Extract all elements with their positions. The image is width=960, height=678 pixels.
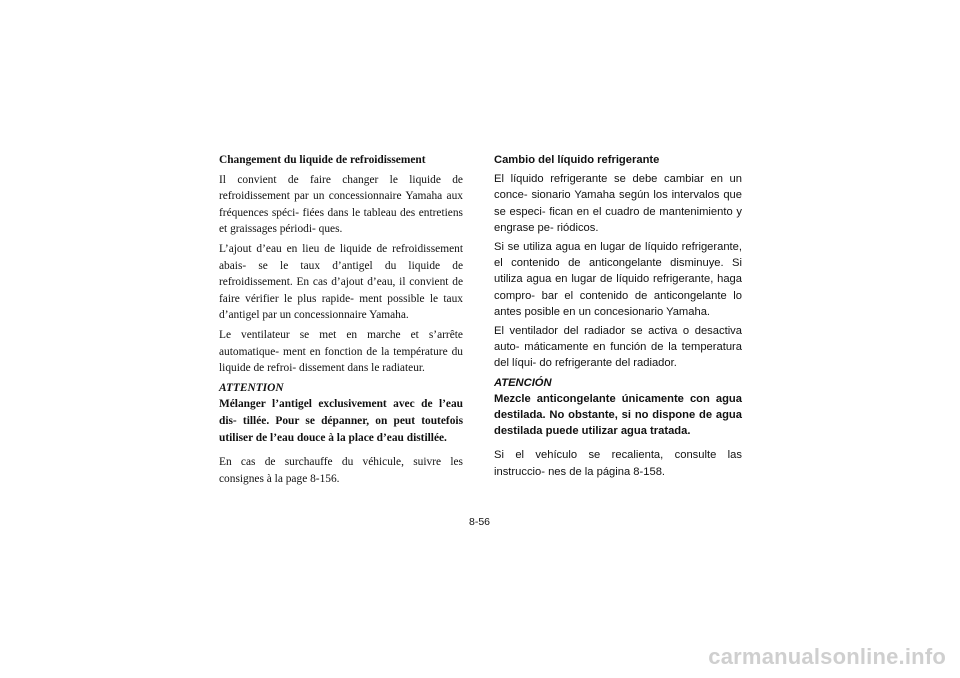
french-attention-title: ATTENTION xyxy=(219,381,284,394)
french-column xyxy=(219,152,463,490)
french-attention-body: Mélanger l’antigel exclusivement avec de l’eau dis- tillée. Pour se dépanner, on peut toutefois utiliser de l’eau douce à la place d’eau distillée. xyxy=(219,398,463,444)
spanish-column xyxy=(494,152,742,483)
spanish-attention-body: Mezcle anticongelante únicamente con agua destilada. No obstante, si no dispone de agua destilada puede utilizar agua tratada. xyxy=(494,392,742,438)
french-paragraph-3: Le ventilateur se met en marche et s’arrête automatique- ment en fonction de la température du liquide de refroi- dissement dans le radiateur. xyxy=(219,328,463,375)
spanish-paragraph-3: El ventilador del radiador se activa o desactiva auto- máticamente en función de la temperatura del líqui- do refrigerante del radiador. xyxy=(494,325,742,370)
spanish-paragraph-2: Si se utiliza agua en lugar de líquido refrigerante, el contenido de anticongelante disminuye. Si utiliza agua en lugar de líquido refrigerante, haga compro- bar el contenido de anticongelante lo antes posible en un concesionario Yamaha. xyxy=(494,241,742,318)
watermark-link[interactable]: carmanualsonline.info xyxy=(708,644,946,669)
french-paragraph-1: Il convient de faire changer le liquide de refroidissement par un concessionnaire Yamaha aux fréquences spéci- fiées dans le tableau des entretiens et graissages périodi- ques. xyxy=(219,173,463,236)
spanish-attention-title: ATENCIÓN xyxy=(494,376,552,389)
spanish-final-paragraph: Si el vehículo se recalienta, consulte las instruccio- nes de la página 8-158. xyxy=(494,449,742,478)
spanish-paragraph-1: El líquido refrigerante se debe cambiar en un conce- sionario Yamaha según los intervalos que se especi- fican en el cuadro de mantenimiento y engrase pe- riódicos. xyxy=(494,173,742,234)
french-paragraph-2: L’ajout d’eau en lieu de liquide de refroidissement abais- se le taux d’antigel du liquide de refroidissement. En cas d’ajout d’eau, il convient de faire vérifier le plus rapide- ment possible le taux d’antigel par un concessionnaire Yamaha. xyxy=(219,242,463,322)
french-final-paragraph: En cas de surchauffe du véhicule, suivre les consignes à la page 8-156. xyxy=(219,456,463,485)
spanish-heading: Cambio del líquido refrigerante xyxy=(494,154,660,166)
french-heading: Changement du liquide de refroidissement xyxy=(219,154,426,166)
page-number: 8-56 xyxy=(469,516,491,528)
